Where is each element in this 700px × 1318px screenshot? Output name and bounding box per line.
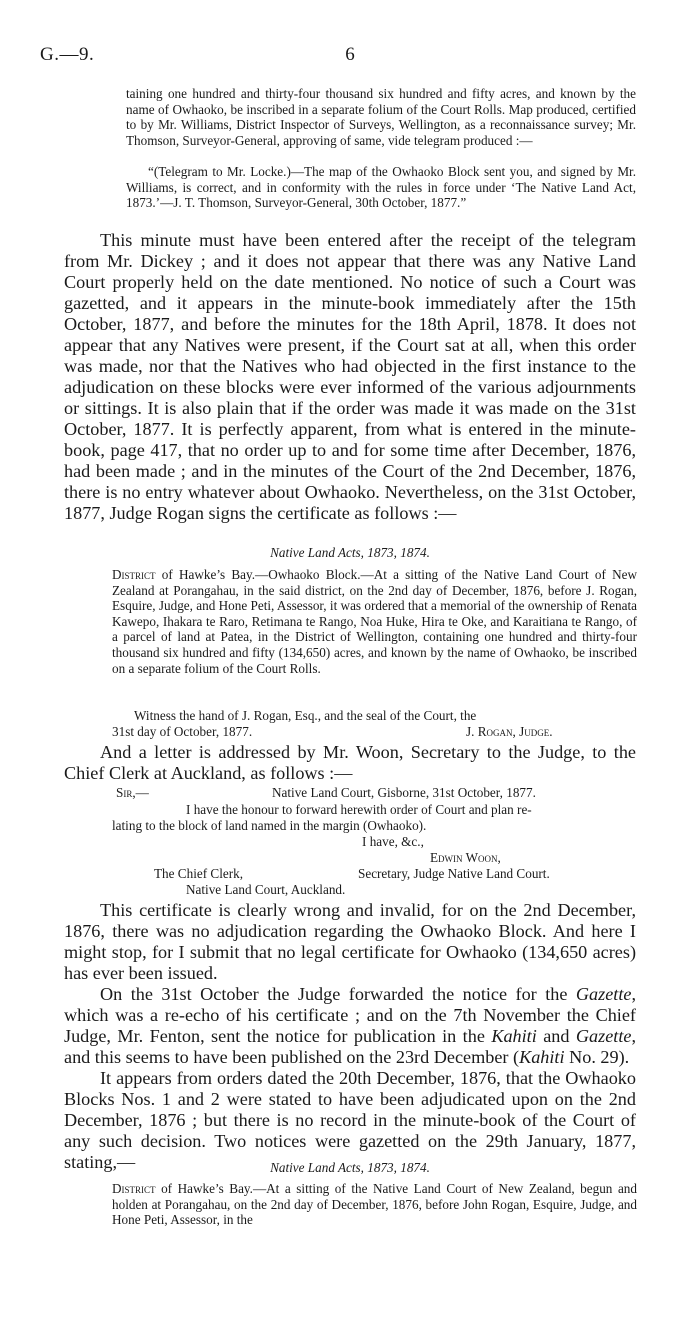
letter-addressee: The Chief Clerk,	[154, 866, 243, 881]
page-number: 6	[345, 44, 355, 65]
certificate-signature: J. Rogan, Judge.	[466, 724, 553, 739]
certificate-text: of Hawke’s Bay.—Owhaoko Block.—At a sitting of the Native Land Court of New Zealand at Porangahau, in the said district, on the 2nd day of December, 1876, before J. Rogan, Esquire, Judge, and Hone Peti, Assessor, it was ordered that a memorial of the ownership of Renata Kawepo, Ihakara te Raro, Retimana te Rango, Noa Huke, Hira te Oke, and Karaitiana te Rango, of a parcel of land at Patea, in the District of Wellington, containing one hundred and thirty-four thousand six hundred and fifty (134,650) acres, and known by the name of Owhaoko, be inscribed on a separate folium of the Court Rolls.	[112, 567, 637, 676]
district-label: District	[112, 1181, 156, 1196]
body-paragraph-1: This minute must have been entered after the receipt of the telegram from Mr. Dickey ; and it does not appear that there was any Native Land Court properly held on the date mentioned. No notice of such a Court was gazetted, and it appears in the minute-book immediately after the 15th October, 1877, and before the minutes for the 18th April, 1878. It does not appear that any Natives were present, if the Court sat at all, when this order was made, nor that the Natives who had objected in the first instance to the adjudication on these blocks were ever informed of the various adjournments or sittings. It is also plain that if the order was made it was made on the 31st October, 1877. It is perfectly apparent, from what is entered in the minute-book, page 417, that no order up to and for some time after December, 1876, had been made ; and in the minutes of the Court of the 2nd December, 1876, there is no entry whatever about Owhaoko. Nevertheless, on the 31st October, 1877, Judge Rogan signs the certificate as follows :—	[64, 230, 636, 523]
letter-place-date: Native Land Court, Gisborne, 31st October, 1877.	[272, 785, 536, 800]
letter-body-line-1: I have the honour to forward herewith order of Court and plan re-	[186, 802, 532, 817]
kahiti-title: Kahiti	[491, 1026, 537, 1046]
notice-caption: Native Land Acts, 1873, 1874.	[270, 1160, 430, 1175]
body-paragraph-4: On the 31st October the Judge forwarded the notice for the Gazette, which was a re-echo of his certificate ; and on the 7th November the Chief Judge, Mr. Fenton, sent the notice for publication in the Kahiti and Gazette, and this seems to have been published on the 23rd December (Kahiti No. 29).	[64, 984, 636, 1067]
kahiti-title: Kahiti	[519, 1047, 565, 1067]
certificate-date: 31st day of October, 1877.	[112, 724, 253, 739]
letter-signer-title: Secretary, Judge Native Land Court.	[358, 866, 550, 881]
document-reference: G.—9.	[40, 44, 95, 65]
letter-addressee-place: Native Land Court, Auckland.	[186, 882, 346, 897]
certificate-witness: Witness the hand of J. Rogan, Esq., and the seal of the Court, the	[134, 708, 477, 723]
quote-paragraph-1: taining one hundred and thirty-four thousand six hundred and fifty acres, and known by the name of Owhaoko, be inscribed in a separate folium of the Court Rolls. Map produced, certified to by Mr. Williams, District Inspector of Surveys, Wellington, as a reconnaissance survey; Mr. Thomson, Surveyor-General, approving of same, vide telegram produced :—	[126, 86, 636, 148]
page-header	[40, 44, 660, 68]
gazette-title: Gazette	[575, 984, 632, 1004]
letter-body-line-2: lating to the block of land named in the margin (Owhaoko).	[112, 818, 427, 833]
district-label: District	[112, 567, 156, 582]
certificate-body	[112, 567, 637, 676]
certificate-caption: Native Land Acts, 1873, 1874.	[270, 545, 430, 560]
gazette-title: Gazette	[575, 1026, 632, 1046]
quote-paragraph-telegram: “(Telegram to Mr. Locke.)—The map of the Owhaoko Block sent you, and signed by Mr. Williams, is correct, and in conformity with the rules in force under ‘The Native Land Act, 1873.’—J. T. Thomson, Surveyor-General, 30th October, 1877.”	[126, 164, 636, 211]
body-paragraph-5: It appears from orders dated the 20th December, 1876, that the Owhaoko Blocks Nos. 1 and 2 were stated to have been adjudicated upon on the 2nd December, 1876 ; but there is no record in the minute-book of the Court of any such decision. Two notices were gazetted on the 29th January, 1877, stating,—	[64, 1068, 636, 1172]
letter-salutation: Sir,—	[116, 785, 149, 800]
notice-text: of Hawke’s Bay.—At a sitting of the Native Land Court of New Zealand, begun and holden at Porangahau, on the 2nd day of December, 1876, before John Rogan, Esquire, Judge, and Hone Peti, Assessor, in the	[112, 1181, 637, 1228]
notice-body	[112, 1181, 637, 1228]
letter-closing: I have, &c.,	[362, 834, 424, 849]
body-paragraph-3: This certificate is clearly wrong and invalid, for on the 2nd December, 1876, there was no adjudication regarding the Owhaoko Block. And here I might stop, for I submit that no legal certificate for Owhaoko (134,650 acres) has ever been issued.	[64, 900, 636, 983]
body-paragraph-2: And a letter is addressed by Mr. Woon, Secretary to the Judge, to the Chief Clerk at Auckland, as follows :—	[64, 742, 636, 783]
letter-signer: Edwin Woon,	[430, 850, 501, 865]
